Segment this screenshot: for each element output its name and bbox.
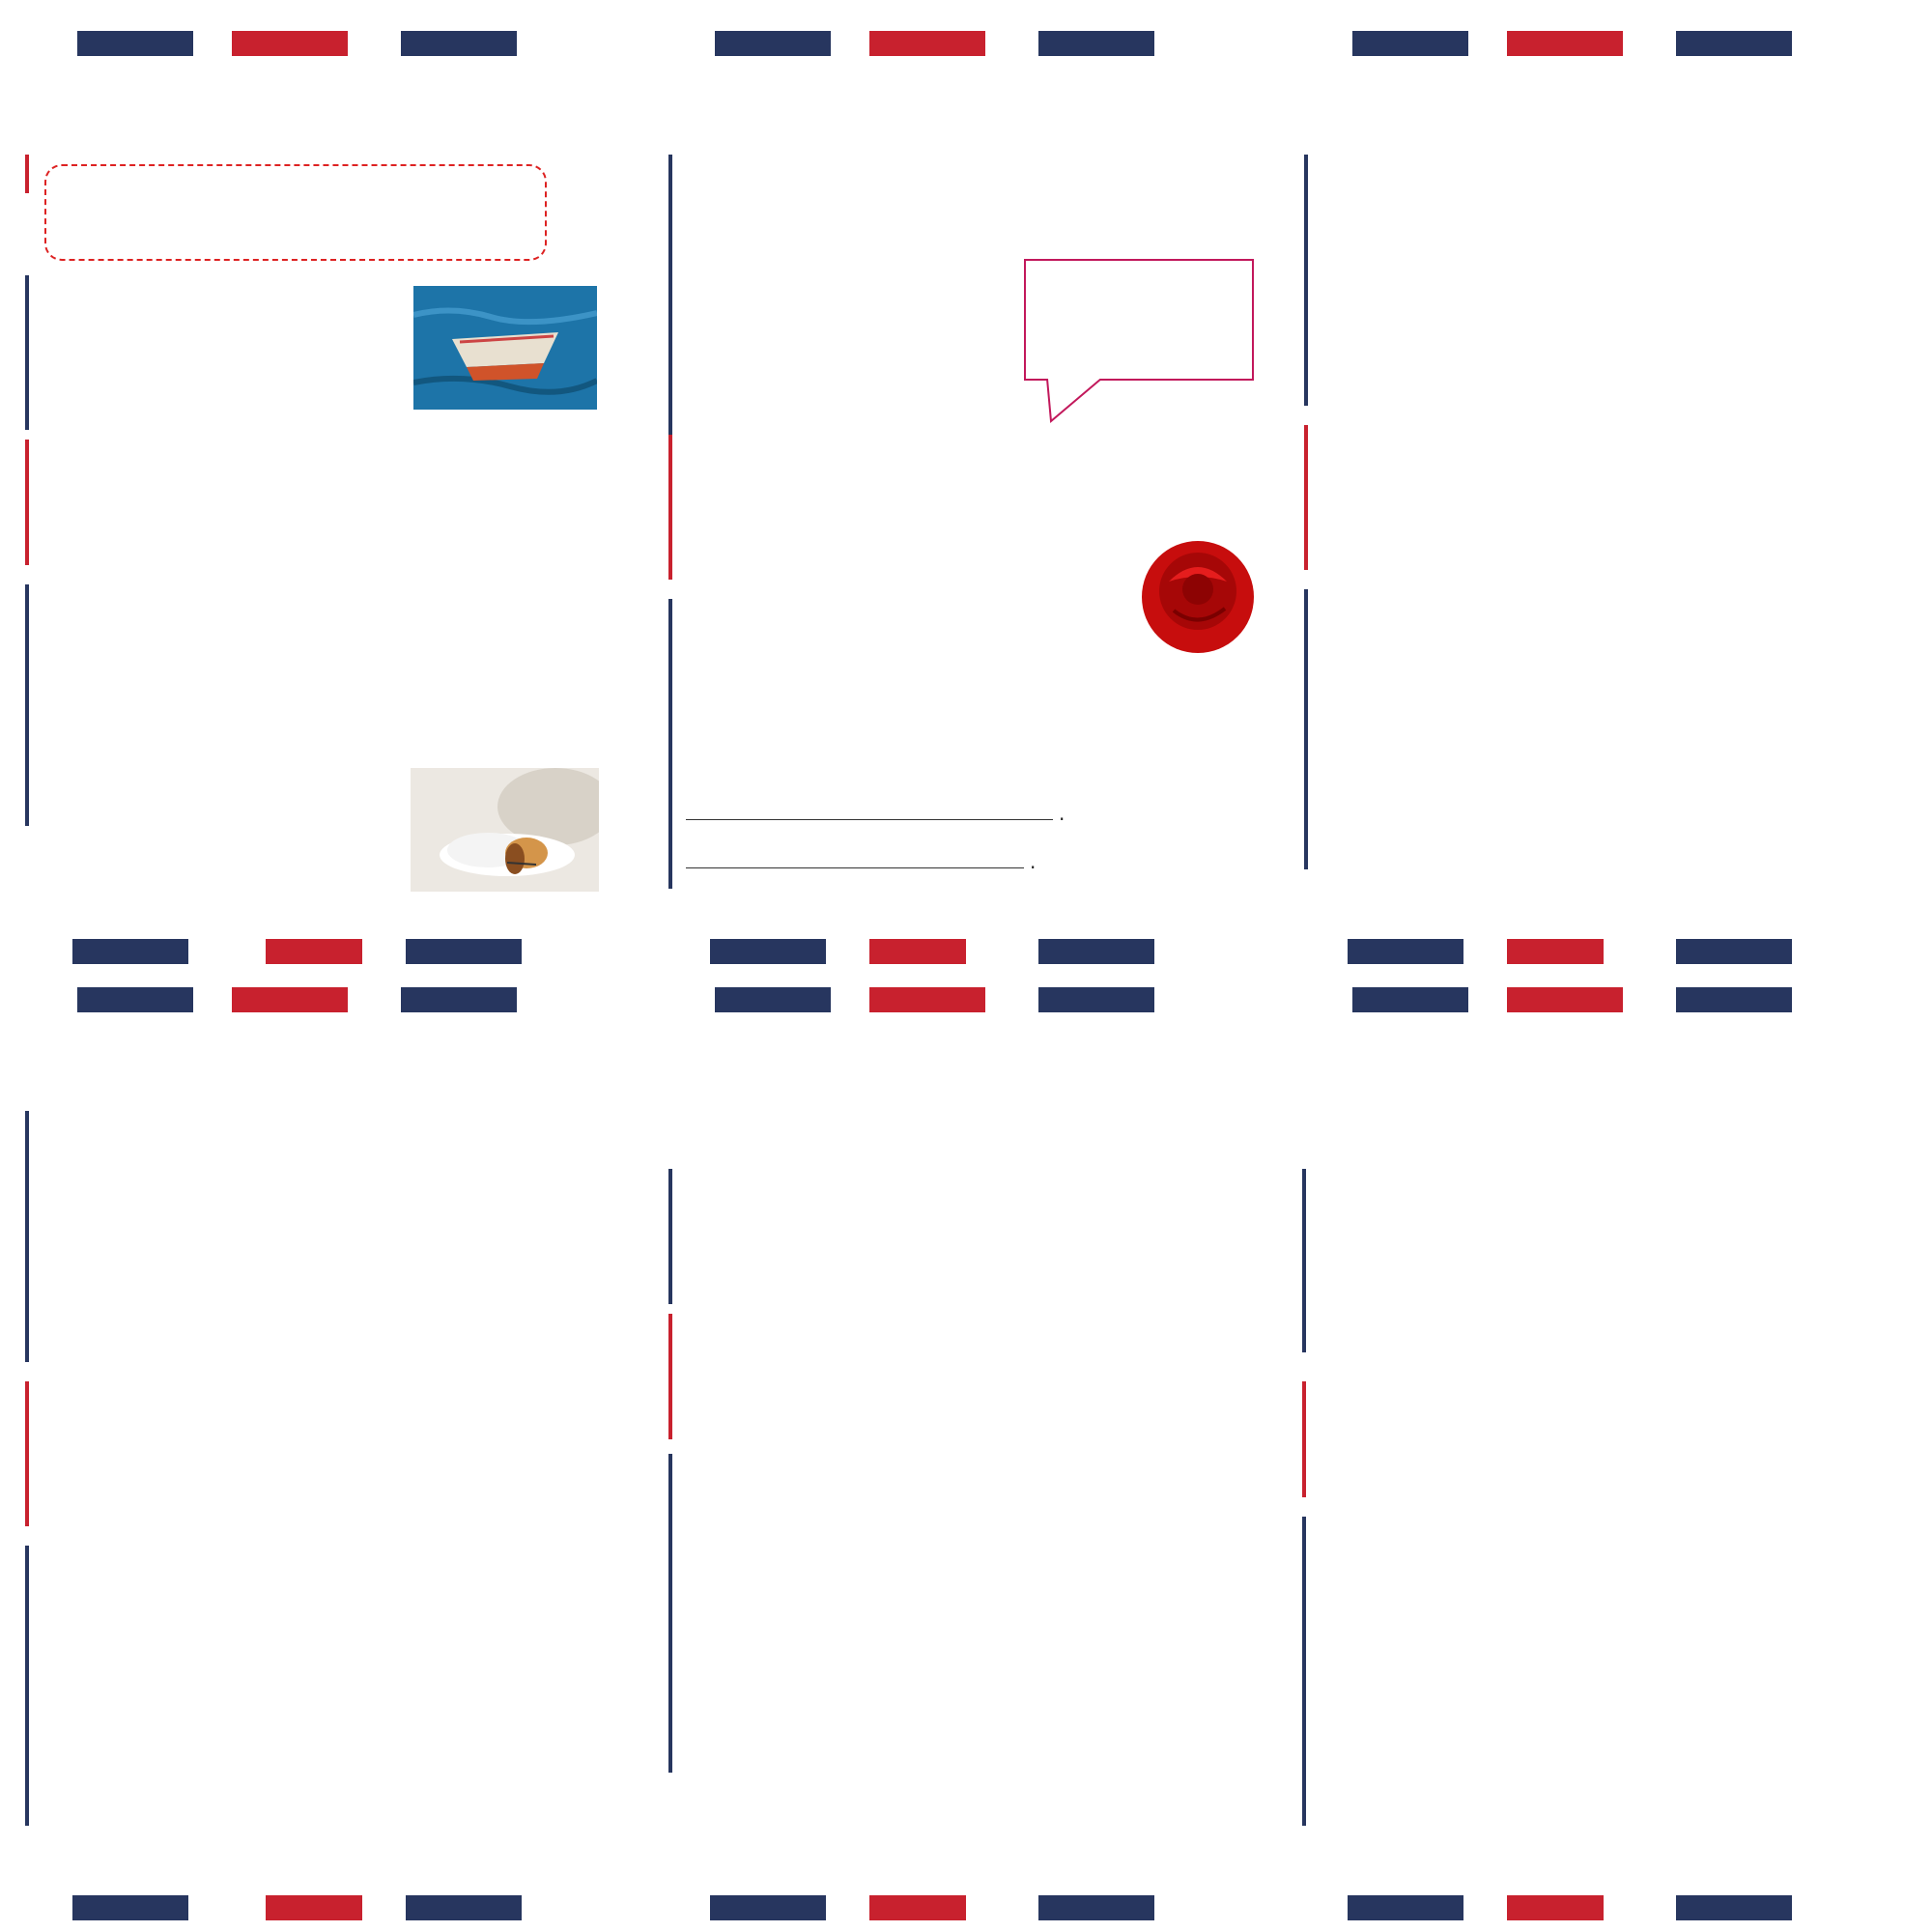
worksheet-compound-words — [657, 976, 1285, 1922]
academy-logo — [531, 989, 647, 1144]
margin-line-red — [1304, 425, 1308, 570]
margin-line-red — [668, 1314, 672, 1439]
margin-line-navy — [1304, 155, 1308, 406]
margin-line-navy — [1302, 1169, 1306, 1352]
definition-box — [44, 164, 547, 261]
top-bar-navy-1 — [77, 31, 193, 56]
definition-callout — [1024, 259, 1254, 381]
worksheet-prefixes-suffixes-1 — [1294, 19, 1922, 966]
academy-logo — [1802, 33, 1918, 187]
academy-logo — [1169, 989, 1285, 1144]
bottom-bar-navy-1 — [1348, 1895, 1463, 1920]
top-bar-navy-2 — [401, 987, 517, 1012]
bottom-bar-red — [266, 939, 362, 964]
top-bar-red — [1507, 987, 1623, 1012]
margin-line-red — [25, 440, 29, 565]
write-metaphor-blank[interactable] — [686, 850, 1024, 868]
bottom-bar-navy-2 — [406, 1895, 522, 1920]
margin-line-red — [1302, 1381, 1306, 1497]
academy-logo — [1802, 989, 1918, 1144]
bottom-bar-red — [266, 1895, 362, 1920]
callout-tail — [1043, 379, 1121, 427]
bottom-bar-navy-1 — [72, 1895, 188, 1920]
top-bar-navy-1 — [1352, 987, 1468, 1012]
bottom-bar-navy-2 — [1676, 1895, 1792, 1920]
top-bar-navy-2 — [401, 31, 517, 56]
top-bar-red — [869, 31, 985, 56]
worksheet-similes-metaphors — [657, 19, 1285, 966]
margin-line-red — [25, 1381, 29, 1526]
write-simile-blank[interactable] — [686, 802, 1053, 820]
bottom-bar-navy-2 — [1038, 939, 1154, 964]
academy-logo — [531, 33, 647, 187]
top-bar-navy-1 — [1352, 31, 1468, 56]
margin-line-navy — [1302, 1517, 1306, 1826]
margin-line-navy — [25, 1546, 29, 1826]
top-bar-navy-2 — [1676, 987, 1792, 1012]
worksheet-idioms-proverbs — [19, 19, 647, 966]
top-bar-navy-1 — [715, 31, 831, 56]
margin-line-navy — [668, 1454, 672, 1773]
boat-photo — [413, 286, 597, 410]
bottom-bar-red — [1507, 939, 1604, 964]
top-bar-navy-2 — [1676, 31, 1792, 56]
margin-line-navy — [1304, 589, 1308, 869]
worksheet-prefixes-suffixes-2 — [1294, 976, 1922, 1922]
margin-line-navy — [668, 1169, 672, 1304]
bottom-bar-red — [869, 1895, 966, 1920]
bottom-bar-navy-2 — [1676, 939, 1792, 964]
bottom-bar-navy-1 — [710, 939, 826, 964]
margin-line-navy — [25, 584, 29, 826]
academy-logo — [1169, 33, 1285, 187]
margin-line-navy — [668, 155, 672, 435]
worksheet-rewrite-similes — [19, 976, 647, 1922]
top-bar-navy-1 — [77, 987, 193, 1012]
bottom-bar-navy-1 — [72, 939, 188, 964]
rose-photo — [1130, 533, 1265, 664]
top-bar-navy-2 — [1038, 31, 1154, 56]
bottom-bar-navy-1 — [1348, 939, 1463, 964]
top-bar-red — [232, 987, 348, 1012]
top-bar-navy-2 — [1038, 987, 1154, 1012]
bottom-bar-navy-2 — [406, 939, 522, 964]
top-bar-red — [869, 987, 985, 1012]
bottom-bar-navy-1 — [710, 1895, 826, 1920]
write-metaphor-prompt: . — [686, 850, 1036, 873]
top-bar-navy-1 — [715, 987, 831, 1012]
bottom-bar-navy-2 — [1038, 1895, 1154, 1920]
top-bar-red — [232, 31, 348, 56]
dog-photo — [411, 768, 599, 892]
margin-line-red — [25, 155, 29, 193]
margin-line-navy — [25, 1111, 29, 1362]
top-bar-red — [1507, 31, 1623, 56]
write-simile-prompt: . — [686, 802, 1065, 825]
margin-line-navy — [668, 599, 672, 889]
margin-line-red — [668, 435, 672, 580]
margin-line-navy — [25, 275, 29, 430]
bottom-bar-red — [869, 939, 966, 964]
bottom-bar-red — [1507, 1895, 1604, 1920]
